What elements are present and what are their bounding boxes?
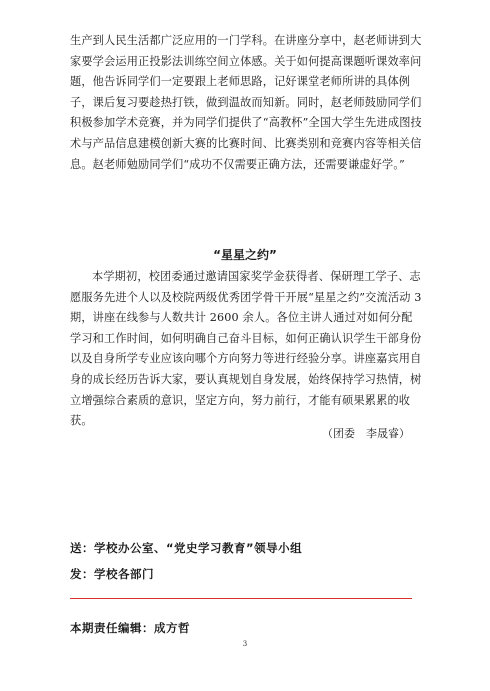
send-to-line: 送：学校办公室、“党史学习教育”领导小组 [70, 541, 303, 555]
red-divider [70, 598, 412, 599]
editor-line: 本期责任编辑：成方哲 [70, 621, 190, 635]
paragraph-star-meeting: 本学期初，校团委通过邀请国家奖学金获得者、保研理工学子、志愿服务先进个人以及校院两级优秀团学骨干开展“星星之约”交流活动 3 期，讲座在线参与人数共计 2600 余人。各位主讲人通过对如何分配学习和工作时间，如何明确自己奋斗目标，如何正确认识学生干部身份以及自身所学专业应该向哪个方向努力等进行经验分享。讲座嘉宾用自身的成长经历告诉大家，要认真规划自身发展，始终保持学习热情，树立增强综合素质的意识，坚定方向，努力前行，才能有硕果累累的收获。 [70, 270, 422, 428]
paragraph-intro: 生产到人民生活都广泛应用的一门学科。在讲座分享中，赵老师讲到大家要学会运用正投影法训练空间立体感。关于如何提高课题听课效率问题，他告诉同学们一定要跟上老师思路，记好课堂老师所讲的具体例子，课后复习要趁热打铁，做到温故而知新。同时，赵老师鼓励同学们积极参加学术竞赛，并为同学们提供了“高教杯”全国大学生先进成图技术与产品信息建模创新大赛的比赛时间、比赛类别和竞赛内容等相关信息。赵老师勉励同学们“成功不仅需要正确方法，还需要谦虚好学。” [70, 34, 422, 171]
page-number: 3 [242, 640, 248, 648]
issue-to-line: 发：学校各部门 [70, 567, 154, 581]
section-title: “星星之约” [213, 248, 277, 262]
author-signature: （团委 李晟睿） [322, 427, 410, 440]
